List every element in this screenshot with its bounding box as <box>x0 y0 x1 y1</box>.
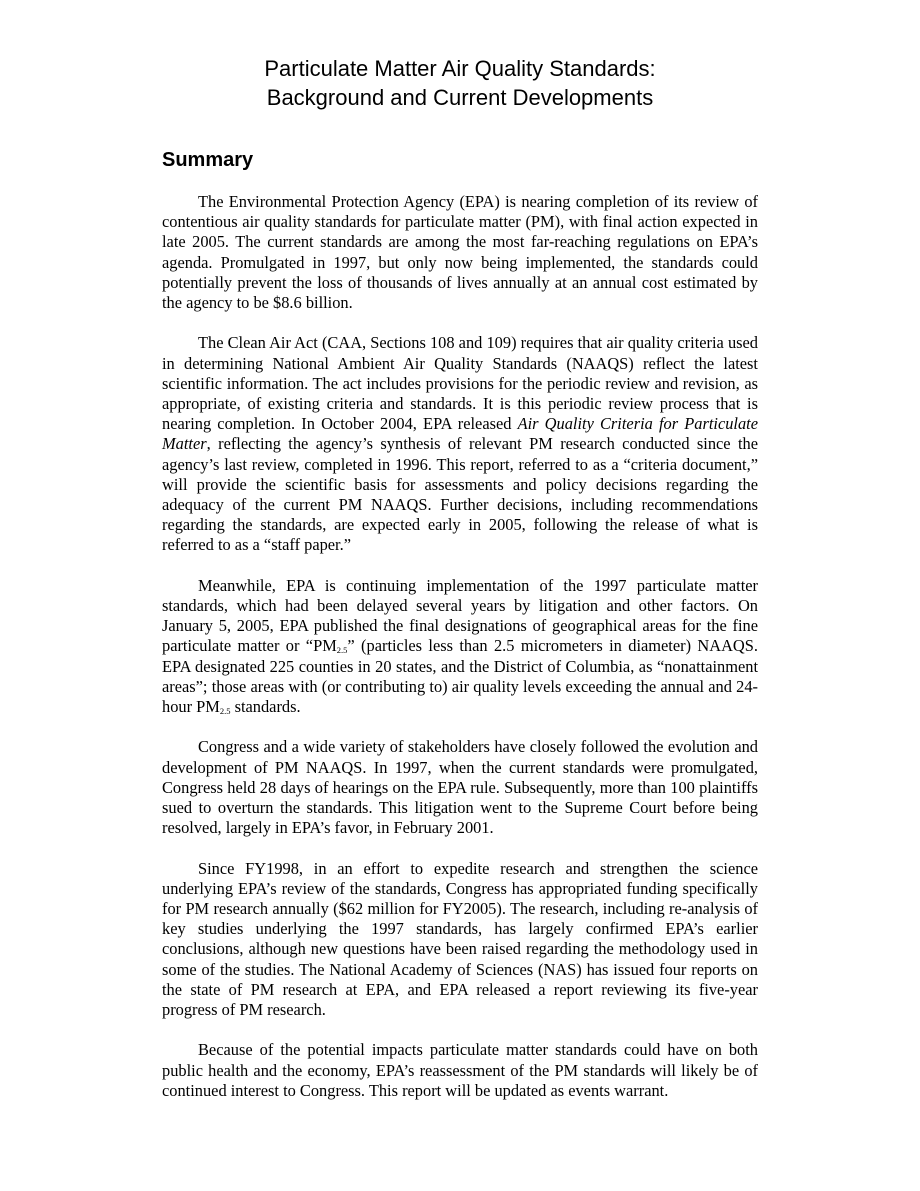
paragraph-2-text-b: , reflecting the agency’s synthesis of relevant PM research conducted since the agency’s last review, completed in 1996. This report, referred to as a “criteria document,” will provide the scientific basis for assessments and policy decisions regarding the adequacy of the current PM NAAQS. Further decisions, including recommendations regarding the standards, are expected early in 2005, following the release of what is referred to as a “staff paper.” <box>162 434 758 555</box>
title-line-2: Background and Current Developments <box>266 85 654 110</box>
document-title <box>160 54 760 112</box>
paragraph-3 <box>162 576 758 717</box>
paragraph-3-text-c: standards. <box>230 697 301 717</box>
paragraph-6: Because of the potential impacts particulate matter standards could have on both public health and the economy, EPA’s reassessment of the PM standards will likely be of continued interest to Congress. This report will be updated as events warrant. <box>162 1040 758 1100</box>
paragraph-2 <box>162 333 758 555</box>
paragraph-3-text-b: ” (particles less than 2.5 micrometers in diameter) NAAQS. EPA designated 225 counties in 20 states, and the District of Columbia, as “nonattainment areas”; those areas with (or contributing to) air quality levels exceeding the annual and 24-hour PM <box>162 636 758 717</box>
paragraph-4: Congress and a wide variety of stakeholders have closely followed the evolution and development of PM NAAQS. In 1997, when the current standards were promulgated, Congress held 28 days of hearings on the EPA rule. Subsequently, more than 100 plaintiffs sued to overturn the standards. This litigation went to the Supreme Court before being resolved, largely in EPA’s favor, in February 2001. <box>162 737 758 838</box>
pm-subscript-1: 2.5 <box>336 645 348 656</box>
paragraph-2-text-a: The Clean Air Act (CAA, Sections 108 and 109) requires that air quality criteria used in determining National Ambient Air Quality Standards (NAAQS) reflect the latest scientific information. The act includes provisions for the periodic review and revision, as appropriate, of existing criteria and standards. It is this periodic review process that is nearing completion. In October 2004, EPA released <box>162 333 758 434</box>
title-line-1: Particulate Matter Air Quality Standards: <box>264 56 656 81</box>
report-title-italic: Air Quality Criteria for Particulate Matter <box>162 414 758 454</box>
paragraph-5: Since FY1998, in an effort to expedite research and strengthen the science underlying EPA’s review of the standards, Congress has appropriated funding specifically for PM research annually ($62 million for FY2005). The research, including re-analysis of key studies underlying the 1997 standards, has largely confirmed EPA’s earlier conclusions, although new questions have been raised regarding the methodology used in some of the studies. The National Academy of Sciences (NAS) has issued four reports on the state of PM research at EPA, and EPA released a report reviewing its five-year progress of PM research. <box>162 858 758 1020</box>
paragraph-1: The Environmental Protection Agency (EPA) is nearing completion of its review of contentious air quality standards for particulate matter (PM), with final action expected in late 2005. The current standards are among the most far-reaching regulations on EPA’s agenda. Promulgated in 1997, but only now being implemented, the standards could potentially prevent the loss of thousands of lives annually at an annual cost estimated by the agency to be $8.6 billion. <box>162 192 758 313</box>
summary-body <box>162 192 758 1121</box>
paragraph-3-text-a: Meanwhile, EPA is continuing implementation of the 1997 particulate matter standards, which had been delayed several years by litigation and other factors. On January 5, 2005, EPA published the final designations of geographical areas for the fine particulate matter or “PM <box>162 575 758 656</box>
pm-subscript-2: 2.5 <box>219 706 231 717</box>
section-heading-summary: Summary <box>162 149 254 171</box>
